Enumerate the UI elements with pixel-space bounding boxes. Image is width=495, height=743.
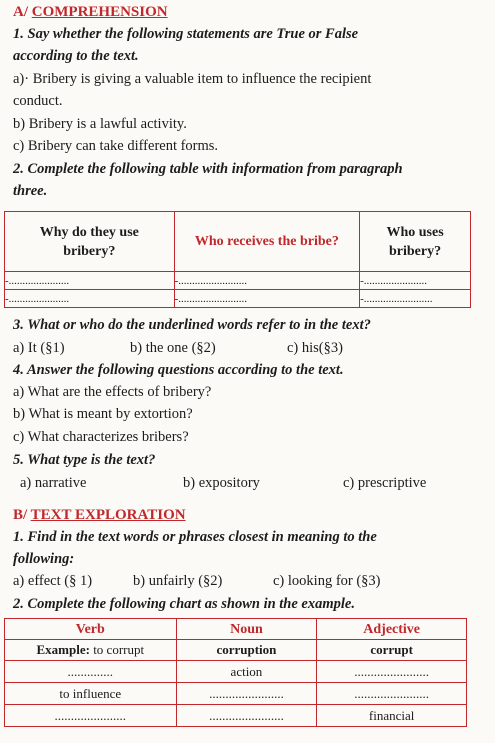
- b-q1-item-c: c) looking for (§3): [273, 573, 381, 589]
- header-adjective: Adjective: [317, 619, 467, 640]
- q4-question-b: b) What is meant by extortion?: [13, 406, 193, 422]
- header-why-use-bribery: Why do they use bribery?: [5, 212, 175, 272]
- blank-answer-field[interactable]: -.........................: [174, 272, 360, 290]
- section-b-heading: [13, 507, 186, 524]
- blank-answer-field[interactable]: .......................: [317, 683, 467, 705]
- b-q1-item-a: a) effect (§ 1): [13, 573, 93, 589]
- q4-instruction: 4. Answer the following questions according to the text.: [13, 362, 344, 378]
- blank-answer-field[interactable]: -.........................: [360, 290, 471, 308]
- example-adjective-cell: corrupt: [317, 640, 467, 661]
- blank-answer-field[interactable]: -.......................: [360, 272, 471, 290]
- q3-item-c: c) his(§3): [287, 340, 343, 356]
- table-header-row: [5, 212, 471, 272]
- adjective-cell: financial: [317, 705, 467, 727]
- table-row: [5, 683, 467, 705]
- table-row: [5, 290, 471, 308]
- header-verb: Verb: [5, 619, 177, 640]
- section-b-title: TEXT EXPLORATION: [30, 507, 186, 523]
- q2-instruction-line2: three.: [13, 183, 48, 199]
- blank-answer-field[interactable]: ......................: [5, 705, 177, 727]
- header-who-uses-bribery: Who uses bribery?: [360, 212, 471, 272]
- table-row: [5, 705, 467, 727]
- q3-instruction: 3. What or who do the underlined words refer to in the text?: [13, 317, 371, 333]
- chart-header-row: [5, 619, 467, 640]
- section-a-heading: [13, 4, 168, 21]
- noun-cell: action: [176, 661, 317, 683]
- example-noun-cell: corruption: [176, 640, 317, 661]
- verb-cell: to influence: [5, 683, 177, 705]
- blank-answer-field[interactable]: -.........................: [174, 290, 360, 308]
- b-q1-instruction-line1: 1. Find in the text words or phrases closest in meaning to the: [13, 529, 377, 545]
- word-forms-chart: [4, 618, 467, 727]
- q1-instruction-line2: according to the text.: [13, 48, 139, 64]
- blank-answer-field[interactable]: .......................: [176, 705, 317, 727]
- blank-answer-field[interactable]: -......................: [5, 290, 175, 308]
- paragraph-three-table: [4, 211, 471, 308]
- q3-item-a: a) It (§1): [13, 340, 65, 356]
- q1-statement-c: c) Bribery can take different forms.: [13, 138, 219, 154]
- q2-instruction-line1: 2. Complete the following table with information from paragraph: [13, 161, 403, 177]
- b-q1-item-b: b) unfairly (§2): [133, 573, 223, 589]
- section-b-prefix: B/: [13, 507, 28, 523]
- q5-option-c: c) prescriptive: [343, 475, 427, 491]
- blank-answer-field[interactable]: .......................: [176, 683, 317, 705]
- q1-statement-a-line1: a)· Bribery is giving a valuable item to influence the recipient: [13, 71, 372, 87]
- table-row: [5, 661, 467, 683]
- example-verb-cell: Example: to corrupt: [5, 640, 177, 661]
- q5-option-b: b) expository: [183, 475, 260, 491]
- b-q1-instruction-line2: following:: [13, 551, 75, 567]
- q4-question-c: c) What characterizes bribers?: [13, 429, 189, 445]
- q5-instruction: 5. What type is the text?: [13, 452, 156, 468]
- q1-statement-a-line2: conduct.: [13, 93, 63, 109]
- header-who-receives-bribe: Who receives the bribe?: [174, 212, 360, 272]
- q5-option-a: a) narrative: [20, 475, 87, 491]
- header-noun: Noun: [176, 619, 317, 640]
- q1-instruction-line1: 1. Say whether the following statements are True or False: [13, 26, 359, 42]
- q3-item-b: b) the one (§2): [130, 340, 216, 356]
- blank-answer-field[interactable]: .......................: [317, 661, 467, 683]
- table-row: [5, 640, 467, 661]
- section-a-title: COMPREHENSION: [31, 4, 168, 20]
- b-q2-instruction: 2. Complete the following chart as shown in the example.: [13, 596, 355, 612]
- blank-answer-field[interactable]: ..............: [5, 661, 177, 683]
- table-row: [5, 272, 471, 290]
- q4-question-a: a) What are the effects of bribery?: [13, 384, 212, 400]
- q1-statement-b: b) Bribery is a lawful activity.: [13, 116, 187, 132]
- blank-answer-field[interactable]: -......................: [5, 272, 175, 290]
- section-a-prefix: A/: [13, 4, 28, 20]
